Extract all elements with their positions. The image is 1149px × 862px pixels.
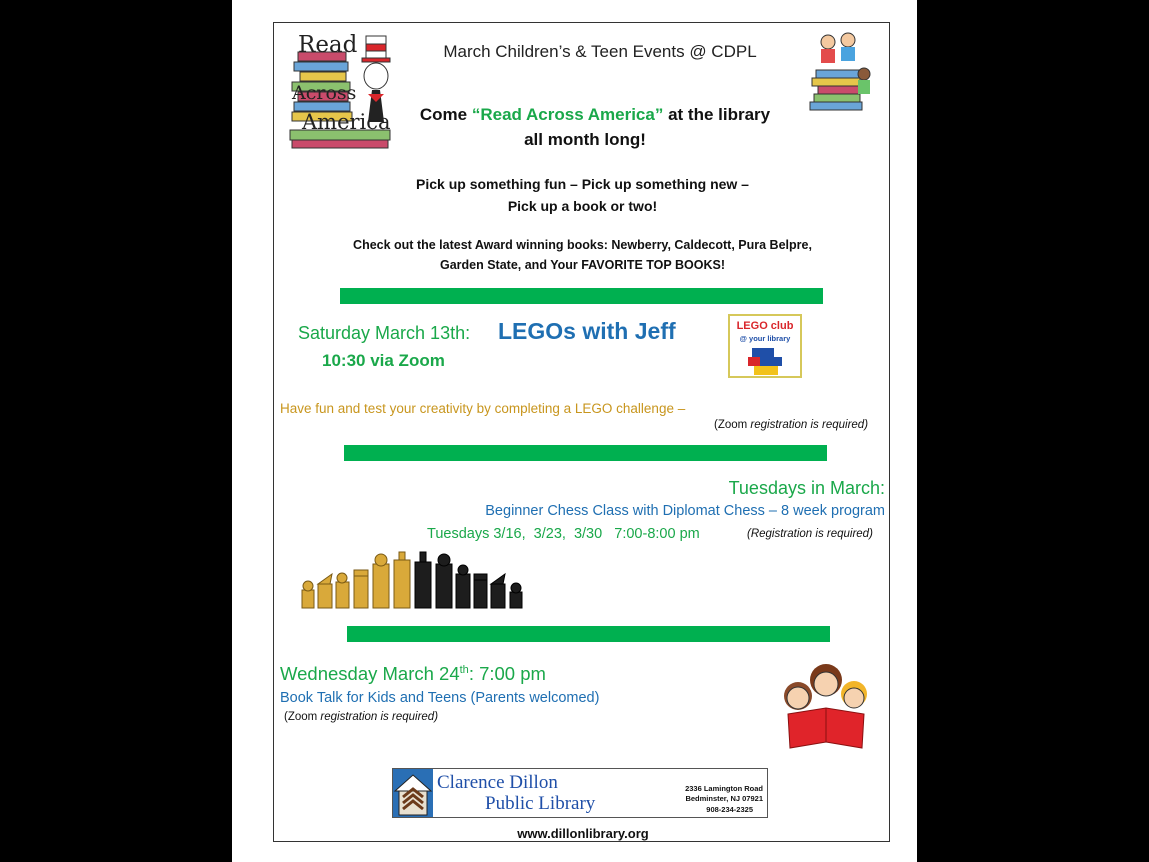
lego-reg-prefix: (Zoom [714, 419, 751, 431]
booktalk-reg-prefix: (Zoom [284, 711, 321, 723]
library-logo-box [392, 768, 768, 818]
chess-pieces-icon [300, 550, 526, 612]
booktalk-time: : 7:00 pm [468, 663, 546, 684]
library-phone: 908-234-2325 [706, 805, 753, 814]
kids-on-books-icon [806, 30, 876, 112]
booktalk-date: Wednesday March 24 [280, 663, 460, 684]
booktalk-date-suffix: th [459, 663, 469, 676]
divider-bar [347, 626, 830, 642]
read-across-america-text: “Read Across America” [471, 105, 664, 124]
awards-line-2: Garden State, and Your FAVORITE TOP BOOKS! [439, 258, 725, 272]
awards-line-1: Check out the latest Award winning books: Newberry, Caldecott, Pura Belpre, [353, 238, 812, 252]
chess-registration-note: (Registration is required) [747, 528, 873, 540]
kids-reading-book-icon [778, 658, 874, 750]
chess-pieces-illustration [300, 550, 526, 612]
lego-date: Saturday March 13th: [298, 323, 471, 343]
pickup-line-1: Pick up something fun – Pick up something new – [416, 176, 749, 192]
booktalk-title: Book Talk for Kids and Teens (Parents welcomed) [280, 690, 600, 706]
lego-club-badge [728, 314, 802, 378]
library-name-line1: Clarence Dillon [437, 772, 558, 793]
lego-badge-subtitle: @ your library [739, 334, 791, 343]
logo-word-read: Read [298, 32, 358, 58]
lego-description: Have fun and test your creativity by completing a LEGO challenge – [280, 401, 686, 416]
chess-when: Tuesdays in March: [728, 478, 885, 498]
pickup-line-2: Pick up a book or two! [507, 198, 658, 214]
lego-reg-suffix: registration is required) [750, 419, 869, 431]
lego-bricks-icon [746, 346, 786, 376]
kids-with-book-illustration [778, 658, 874, 750]
divider-bar [340, 288, 823, 304]
logo-word-across: Across [292, 82, 357, 104]
page-title: March Children’s & Teen Events @ CDPL [443, 42, 757, 61]
lego-time: 10:30 via Zoom [322, 351, 445, 370]
library-name-line2: Public Library [485, 793, 596, 814]
intro-line [350, 105, 840, 125]
divider-bar [344, 445, 827, 461]
chess-dates: Tuesdays 3/16, 3/23, 3/30 7:00-8:00 pm [427, 526, 700, 542]
booktalk-date-line [280, 663, 546, 685]
chess-title: Beginner Chess Class with Diplomat Chess – 8 week program [485, 503, 885, 519]
booktalk-reg-suffix: registration is required) [320, 711, 439, 723]
logo-word-america: America [302, 110, 391, 134]
at-library-text: at the library [663, 105, 771, 124]
lego-registration-note [714, 419, 868, 431]
library-building-icon [393, 769, 433, 817]
library-address-line1: 2336 Lamington Road [685, 784, 763, 793]
kids-reading-illustration [806, 30, 876, 112]
booktalk-registration-note [284, 711, 438, 723]
library-address-line2: Bedminster, NJ 07921 [685, 794, 763, 803]
all-month-long-text: all month long! [524, 130, 646, 149]
lego-title: LEGOs with Jeff [498, 318, 676, 344]
come-text: Come [419, 105, 472, 124]
library-website-link[interactable]: www.dillonlibrary.org [517, 826, 649, 841]
lego-badge-title: LEGO club [736, 320, 794, 332]
